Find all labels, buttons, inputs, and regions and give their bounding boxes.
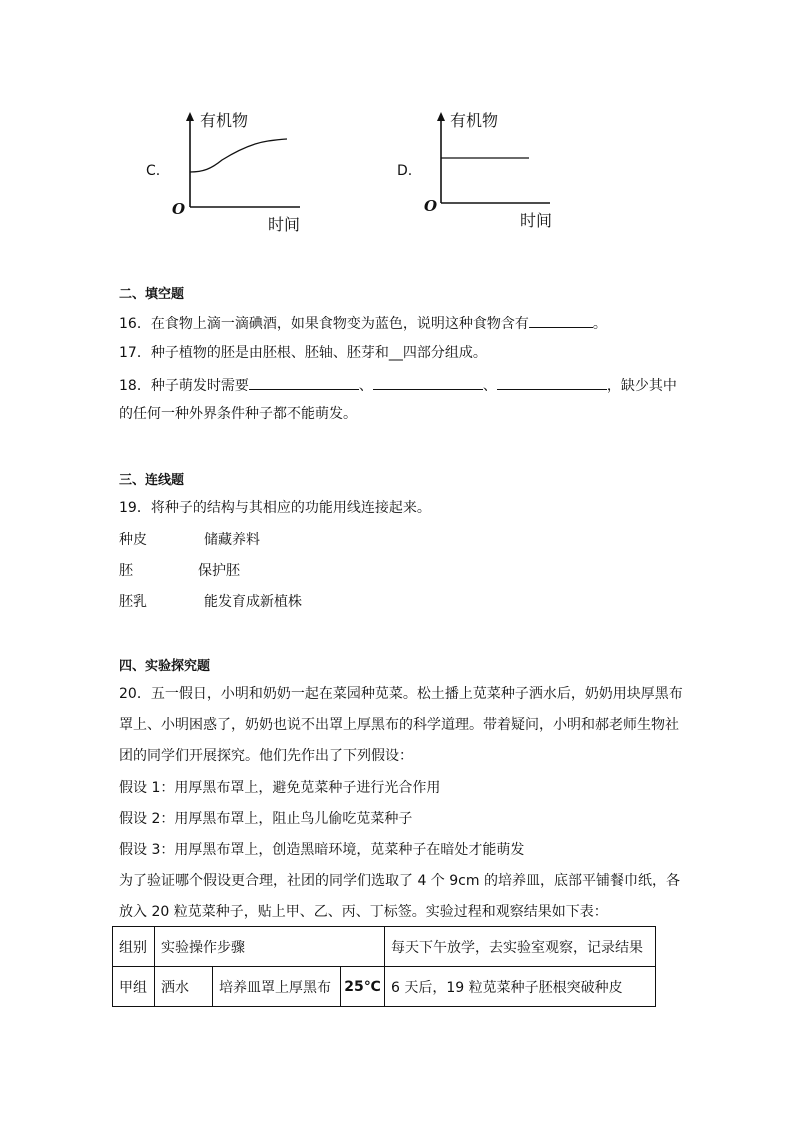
chart-c-origin: O	[172, 200, 186, 218]
chart-c-xlabel: 时间	[268, 215, 301, 234]
section-fill-heading: 二、填空题	[119, 287, 185, 302]
question-18-line1	[119, 375, 677, 395]
question-16-end: 。	[592, 316, 607, 332]
table-cell-temp: 25℃	[341, 967, 385, 1007]
table-header-group: 组别	[113, 927, 155, 967]
exp-line-5: 假设 2：用厚黑布罩上，阻止鸟儿偷吃苋菜种子	[119, 811, 413, 827]
match-left-1: 种皮	[119, 532, 147, 548]
chart-d-y-arrow	[437, 112, 445, 121]
match-left-3: 胚乳	[119, 594, 147, 610]
match-right-1: 储藏养料	[204, 532, 260, 548]
chart-d-xlabel: 时间	[520, 211, 553, 230]
match-right-2: 保护胚	[198, 563, 240, 579]
option-d-label: D.	[397, 163, 413, 179]
exp-line-2: 罩上、小明困惑了，奶奶也说不出罩上厚黑布的科学道理。带着疑问，小明和郝老师生物社	[119, 717, 679, 733]
question-18-sep2: 、	[482, 378, 497, 394]
exp-line-6: 假设 3：用厚黑布罩上，创造黑暗环境，苋菜种子在暗处才能萌发	[119, 842, 525, 858]
chart-c-ylabel: 有机物	[200, 111, 249, 130]
table-cell-cover: 培养皿罩上厚黑布	[213, 967, 341, 1007]
question-16-text: 16．在食物上滴一滴碘酒，如果食物变为蓝色，说明这种食物含有	[119, 316, 529, 332]
section-match-heading: 三、连线题	[119, 473, 185, 488]
question-18-text: 18．种子萌发时需要	[119, 378, 249, 394]
exp-line-7: 为了验证哪个假设更合理，社团的同学们选取了 4 个 9cm 的培养皿，底部平铺餐巾纸，各	[119, 873, 680, 889]
blank-18-3	[497, 375, 607, 390]
option-c-label: C.	[146, 163, 161, 179]
question-18-line2: 的任何一种外界条件种子都不能萌发。	[119, 406, 357, 422]
exp-line-4: 假设 1：用厚黑布罩上，避免苋菜种子进行光合作用	[119, 780, 441, 796]
experiment-table	[112, 926, 656, 1007]
table-header-steps: 实验操作步骤	[155, 927, 385, 967]
exp-line-3: 团的同学们开展探究。他们先作出了下列假设：	[119, 748, 413, 764]
chart-d-ylabel: 有机物	[450, 111, 499, 130]
blank-18-1	[249, 375, 359, 390]
question-19: 19．将种子的结构与其相应的功能用线连接起来。	[119, 500, 431, 516]
exp-line-1: 20．五一假日，小明和奶奶一起在菜园种苋菜。松土播上苋菜种子洒水后，奶奶用块厚黑布	[119, 686, 683, 702]
question-18-sep1: 、	[358, 378, 373, 394]
question-17: 17．种子植物的胚是由胚根、胚轴、胚芽和__四部分组成。	[119, 345, 487, 361]
match-left-2: 胚	[119, 563, 133, 579]
blank-16	[529, 313, 593, 328]
chart-d-origin: O	[424, 197, 438, 215]
question-16	[119, 313, 607, 333]
table-row	[113, 967, 656, 1007]
exp-line-8: 放入 20 粒苋菜种子，贴上甲、乙、丙、丁标签。实验过程和观察结果如下表：	[119, 904, 608, 920]
table-cell-group: 甲组	[113, 967, 155, 1007]
question-18-cont: ，缺少其中	[606, 378, 677, 394]
match-right-3: 能发育成新植株	[204, 594, 302, 610]
table-header-row	[113, 927, 656, 967]
section-exp-heading: 四、实验探究题	[119, 659, 211, 674]
table-cell-result: 6 天后，19 粒苋菜种子胚根突破种皮	[385, 967, 656, 1007]
chart-d-plot	[0, 0, 794, 300]
table-header-result: 每天下午放学，去实验室观察，记录结果	[385, 927, 656, 967]
blank-18-2	[373, 375, 483, 390]
table-cell-water: 洒水	[155, 967, 213, 1007]
